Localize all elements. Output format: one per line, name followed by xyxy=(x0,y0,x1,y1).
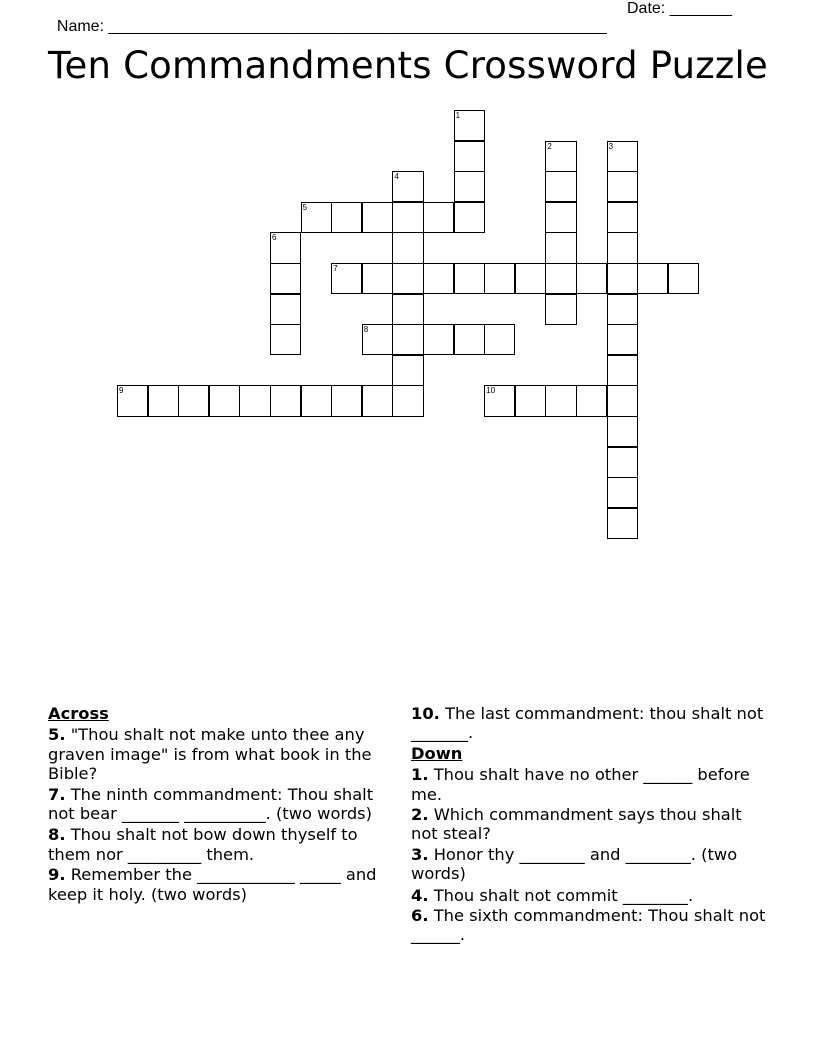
grid-cell[interactable] xyxy=(545,141,576,172)
grid-cell[interactable] xyxy=(607,202,638,233)
clue-down-6: 6. The sixth commandment: Thou shalt not ______. xyxy=(411,906,766,945)
clue-number: 10 xyxy=(486,386,496,396)
clue-number: 8 xyxy=(363,325,369,335)
clue-number: 9 xyxy=(119,386,124,396)
grid-cell[interactable] xyxy=(607,385,638,416)
grid-cell[interactable] xyxy=(270,385,301,416)
grid-cell[interactable] xyxy=(545,171,576,202)
grid-cell[interactable] xyxy=(454,263,485,294)
grid-cell[interactable] xyxy=(362,324,393,355)
grid-cell[interactable] xyxy=(331,263,362,294)
grid-cell[interactable] xyxy=(607,477,638,508)
grid-cell[interactable] xyxy=(392,355,423,386)
grid-cell[interactable] xyxy=(423,202,454,233)
grid-cell[interactable] xyxy=(545,385,576,416)
grid-cell[interactable] xyxy=(209,385,240,416)
grid-cell[interactable] xyxy=(607,294,638,325)
down-clues xyxy=(411,704,767,946)
across-heading: Across xyxy=(48,704,109,723)
clue-number: 3 xyxy=(608,141,614,151)
grid-cell[interactable] xyxy=(576,385,607,416)
grid-cell[interactable] xyxy=(392,324,423,355)
grid-cell[interactable] xyxy=(607,508,638,539)
grid-cell[interactable] xyxy=(576,263,607,294)
clue-across-7: 7. The ninth commandment: Thou shalt not bear _______ __________. (two words) xyxy=(48,784,374,824)
grid-cell[interactable] xyxy=(454,324,485,355)
grid-cell[interactable] xyxy=(607,355,638,386)
clue-number: 2 xyxy=(547,141,552,151)
across-clues xyxy=(48,704,404,905)
clue-across-5: 5. "Thou shalt not make unto thee any graven image" is from what book in the Bible? xyxy=(48,725,372,784)
clue-across-10: 10. The last commandment: thou shalt not _______. xyxy=(411,704,764,743)
grid-cell[interactable] xyxy=(423,324,454,355)
clue-across-8: 8. Thou shalt not bow down thyself to them nor _________ them. xyxy=(48,825,358,864)
clue-number: 4 xyxy=(394,172,399,182)
grid-cell[interactable] xyxy=(362,263,393,294)
grid-cell[interactable] xyxy=(545,294,576,325)
clue-number: 6 xyxy=(272,233,277,243)
grid-cell[interactable] xyxy=(484,385,515,416)
grid-cell[interactable] xyxy=(270,324,301,355)
grid-cell[interactable] xyxy=(117,385,148,416)
grid-cell[interactable] xyxy=(178,385,209,416)
grid-cell[interactable] xyxy=(423,263,454,294)
grid-cell[interactable] xyxy=(454,202,485,233)
grid-cell[interactable] xyxy=(637,263,668,294)
date-field[interactable]: Date: _______ xyxy=(627,0,732,17)
down-heading: Down xyxy=(411,743,463,763)
grid-cell[interactable] xyxy=(607,324,638,355)
grid-cell[interactable] xyxy=(239,385,270,416)
grid-cell[interactable] xyxy=(454,171,485,202)
grid-cell[interactable] xyxy=(392,202,423,233)
grid-cell[interactable] xyxy=(362,385,393,416)
name-field[interactable]: Name: ________________________________________________________ xyxy=(56,18,607,35)
clue-down-4: 4. Thou shalt not commit ________. xyxy=(411,885,694,905)
grid-cell[interactable] xyxy=(331,385,362,416)
grid-cell[interactable] xyxy=(392,263,423,294)
grid-cell[interactable] xyxy=(607,232,638,263)
grid-cell[interactable] xyxy=(362,202,393,233)
grid-cell[interactable] xyxy=(484,263,515,294)
grid-cell[interactable] xyxy=(454,110,485,141)
grid-cell[interactable] xyxy=(270,263,301,294)
grid-cell[interactable] xyxy=(392,294,423,325)
grid-cell[interactable] xyxy=(545,202,576,233)
grid-cell[interactable] xyxy=(607,141,638,172)
grid-cell[interactable] xyxy=(607,171,638,202)
grid-cell[interactable] xyxy=(607,263,638,294)
grid-cell[interactable] xyxy=(301,202,332,233)
clue-down-1: 1. Thou shalt have no other ______ before me. xyxy=(411,765,750,804)
grid-cell[interactable] xyxy=(607,416,638,447)
grid-cell[interactable] xyxy=(607,447,638,478)
grid-cell[interactable] xyxy=(331,202,362,233)
clue-number: 7 xyxy=(333,264,338,273)
grid-cell[interactable] xyxy=(392,171,423,202)
grid-cell[interactable] xyxy=(270,294,301,325)
clue-down-2: 2. Which commandment says thou shalt not steal? xyxy=(411,805,742,844)
grid-cell[interactable] xyxy=(454,141,485,172)
grid-cell[interactable] xyxy=(545,263,576,294)
grid-cell[interactable] xyxy=(392,385,423,416)
clue-down-3: 3. Honor thy ________ and ________. (two words) xyxy=(411,844,738,884)
clue-number: 1 xyxy=(455,111,461,120)
clue-number: 5 xyxy=(302,202,308,212)
grid-cell[interactable] xyxy=(301,385,332,416)
grid-cell[interactable] xyxy=(545,232,576,263)
grid-cell[interactable] xyxy=(148,385,179,416)
clue-across-9: 9. Remember the ____________ _____ and keep it holy. (two words) xyxy=(48,865,377,904)
page-title: Ten Commandments Crossword Puzzle xyxy=(48,44,768,87)
grid-cell[interactable] xyxy=(484,324,515,355)
grid-cell[interactable] xyxy=(392,232,423,263)
grid-cell[interactable] xyxy=(515,385,546,416)
grid-cell[interactable] xyxy=(270,232,301,263)
grid-cell[interactable] xyxy=(668,263,699,294)
grid-cell[interactable] xyxy=(515,263,546,294)
